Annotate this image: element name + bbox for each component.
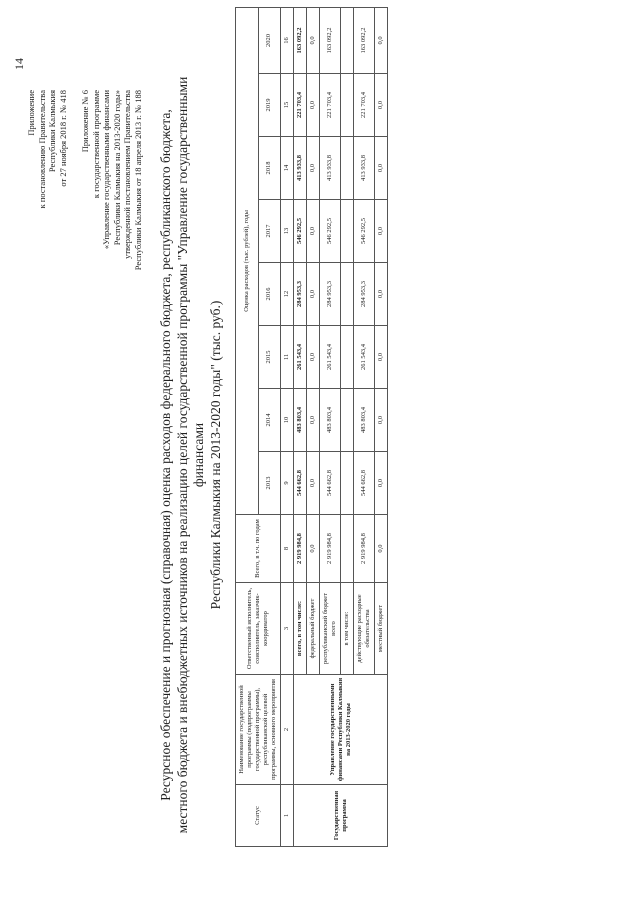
header-name: Наименование государственной программы (подпрограммы государственной программы), республиканской целевой программы, основного мероприятия xyxy=(236,675,281,785)
row-value: 483 803,4 xyxy=(354,389,375,452)
row-value: 413 933,8 xyxy=(294,137,307,200)
row-value: 0,0 xyxy=(307,326,320,389)
approval-line: утвержденной постановлением Правительства xyxy=(122,90,132,259)
row-value: 546 292,5 xyxy=(354,200,375,263)
col-number: 8 xyxy=(281,515,294,583)
col-number: 1 xyxy=(281,785,294,847)
row-value: 546 292,5 xyxy=(294,200,307,263)
header-year: 2019 xyxy=(258,74,281,137)
row-total: 0,0 xyxy=(307,515,320,583)
row-label: республиканский бюджет всего xyxy=(320,583,341,675)
header-year: 2014 xyxy=(258,389,281,452)
row-value: 261 543,4 xyxy=(320,326,341,389)
row-value: 544 662,8 xyxy=(354,452,375,515)
row-value: 0,0 xyxy=(375,74,388,137)
approval-line: «Управление государственными финансами xyxy=(101,90,111,250)
row-label: всего, в том числе: xyxy=(294,583,307,675)
col-number: 11 xyxy=(281,326,294,389)
program-name-cell: Управление государственными финансами Республики Калмыкия на 2013-2020 годы xyxy=(294,675,388,785)
col-number: 9 xyxy=(281,452,294,515)
header-year: 2020 xyxy=(258,7,281,73)
title-line-3: Республики Калмыкия на 2013-2020 годы" (тыс. руб.) xyxy=(207,300,223,610)
row-value: 413 933,8 xyxy=(320,137,341,200)
row-value: 0,0 xyxy=(375,200,388,263)
row-value: 0,0 xyxy=(375,263,388,326)
approval-line: к государственной программе xyxy=(90,90,101,199)
page-number: 14 xyxy=(12,58,26,70)
approval-line: к постановлению Правительства xyxy=(36,90,47,209)
col-number: 15 xyxy=(281,74,294,137)
row-value: 0,0 xyxy=(307,452,320,515)
row-value xyxy=(341,200,354,263)
row-label: в том числе: xyxy=(341,583,354,675)
col-number: 10 xyxy=(281,389,294,452)
row-value: 163 092,2 xyxy=(354,7,375,73)
row-value: 0,0 xyxy=(375,137,388,200)
row-value: 0,0 xyxy=(307,137,320,200)
approval-line: от 27 ноября 2018 г. № 418 xyxy=(57,90,68,187)
row-total: 2 919 984,8 xyxy=(320,515,341,583)
row-value: 0,0 xyxy=(307,74,320,137)
row-value: 544 662,8 xyxy=(294,452,307,515)
row-value xyxy=(341,74,354,137)
row-value: 221 703,4 xyxy=(294,74,307,137)
row-value: 221 703,4 xyxy=(354,74,375,137)
row-value xyxy=(341,326,354,389)
table-row xyxy=(294,7,307,846)
col-number: 14 xyxy=(281,137,294,200)
header-year: 2016 xyxy=(258,263,281,326)
header-year: 2013 xyxy=(258,452,281,515)
approval-line: Приложение xyxy=(26,90,36,136)
document-title xyxy=(158,45,224,865)
header-estimate: Оценка расходов (тыс. рублей), годы xyxy=(236,7,259,514)
row-total xyxy=(341,515,354,583)
row-value: 0,0 xyxy=(307,263,320,326)
row-value: 0,0 xyxy=(375,7,388,73)
row-label: федеральный бюджет xyxy=(307,583,320,675)
approval-line: Республики Калмыкия xyxy=(47,90,57,173)
approval-line: Республики Калмыкия на 2013-2020 годы» xyxy=(111,90,122,246)
row-value: 261 543,4 xyxy=(354,326,375,389)
row-total: 2 919 984,8 xyxy=(354,515,375,583)
budget-table xyxy=(235,7,388,847)
header-year: 2018 xyxy=(258,137,281,200)
approval-line: Приложение № 6 xyxy=(80,90,90,153)
row-value: 0,0 xyxy=(375,326,388,389)
col-number: 13 xyxy=(281,200,294,263)
row-value: 546 292,5 xyxy=(320,200,341,263)
title-line-2: местного бюджета и внебюджетных источников на реализацию целей государственной программы "Управление государственными финансами xyxy=(174,76,206,834)
row-value xyxy=(341,137,354,200)
approval-line: Республики Калмыкия от 18 апреля 2013 г. № 188 xyxy=(132,90,143,271)
row-value: 284 953,3 xyxy=(354,263,375,326)
row-value: 0,0 xyxy=(375,389,388,452)
row-label: действующие расходные обязательства xyxy=(354,583,375,675)
row-value: 261 543,4 xyxy=(294,326,307,389)
status-cell: Государственная программа xyxy=(294,785,388,847)
col-number: 3 xyxy=(281,583,294,675)
row-total: 0,0 xyxy=(375,515,388,583)
header-executor: Ответственный исполнитель, соисполнитель, заказчик-координатор xyxy=(236,583,281,675)
row-total: 2 919 984,8 xyxy=(294,515,307,583)
row-value xyxy=(341,7,354,73)
title-line-1: Ресурсное обеспечение и прогнозная (справочная) оценка расходов федерального бюджета, республиканского бюджета, xyxy=(158,109,173,801)
header-year: 2015 xyxy=(258,326,281,389)
column-number-row xyxy=(281,7,294,846)
row-value xyxy=(341,452,354,515)
row-value: 284 953,3 xyxy=(320,263,341,326)
row-value: 221 703,4 xyxy=(320,74,341,137)
row-value: 163 092,2 xyxy=(294,7,307,73)
header-status: Статус xyxy=(236,785,281,847)
header-total: Всего, в т.ч. по годам xyxy=(236,515,281,583)
col-number: 12 xyxy=(281,263,294,326)
row-value: 483 803,4 xyxy=(294,389,307,452)
row-value: 163 092,2 xyxy=(320,7,341,73)
row-value: 284 953,3 xyxy=(294,263,307,326)
col-number: 16 xyxy=(281,7,294,73)
header-row xyxy=(236,7,259,846)
row-value: 0,0 xyxy=(375,452,388,515)
row-value: 413 933,8 xyxy=(354,137,375,200)
row-value: 483 803,4 xyxy=(320,389,341,452)
approval-block xyxy=(26,90,143,270)
col-number: 2 xyxy=(281,675,294,785)
row-value: 0,0 xyxy=(307,7,320,73)
row-value xyxy=(341,389,354,452)
header-year: 2017 xyxy=(258,200,281,263)
row-value: 544 662,8 xyxy=(320,452,341,515)
row-label: местный бюджет xyxy=(375,583,388,675)
row-value: 0,0 xyxy=(307,389,320,452)
row-value xyxy=(341,263,354,326)
row-value: 0,0 xyxy=(307,200,320,263)
